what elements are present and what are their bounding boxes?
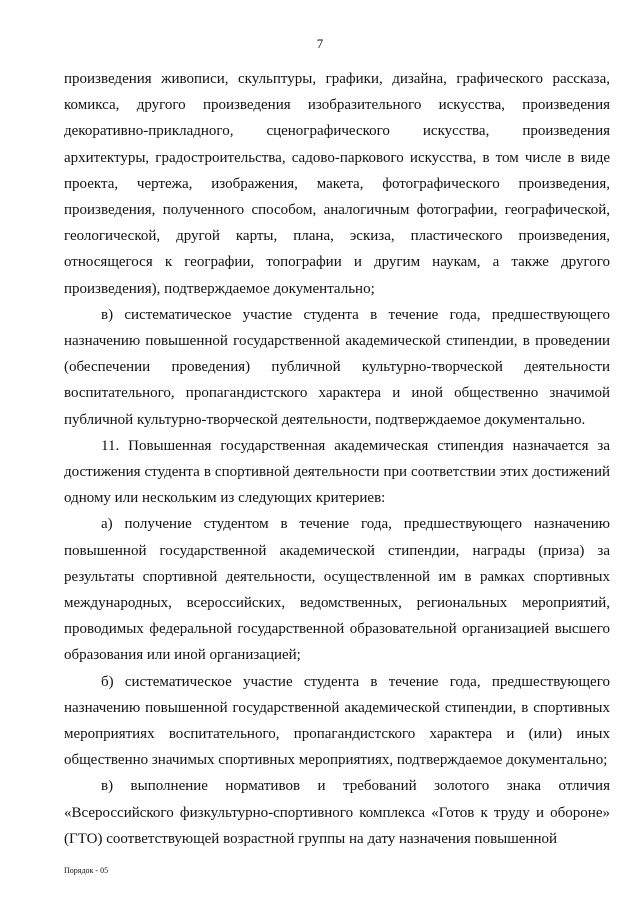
paragraph-continuation: произведения живописи, скульптуры, графики, дизайна, графического рассказа, комикса, другого произведения изобразительного искусства, произведения декоративно-прикладного, сценографического искусства, произведения архитектуры, градостроительства, садово-паркового искусства, в том числе в виде проекта, чертежа, изображения, макета, фотографического произведения, произведения, полученного способом, аналогичным фотографии, географической, геологической, другой карты, плана, эскиза, пластического произведения, относящегося к географии, топографии и другим наукам, а также другого произведения), подтверждаемое документально;	[64, 71, 610, 297]
paragraph-item-a-sport: а) получение студентом в течение года, предшествующего назначению повышенной государственной академической стипендии, награды (приза) за результаты спортивной деятельности, осуществленной им в рамках спортивных международных, всероссийских, ведомственных, региональных мероприятий, проводимых федеральной государственной образовательной организацией высшего образования или иной организацией;	[64, 516, 610, 664]
footer-label: Порядок - 05	[64, 866, 109, 875]
paragraph-clause-11: 11. Повышенная государственная академическая стипендия назначается за достижения студента в спортивной деятельности при соответствии этих достижений одному или нескольким из следующих критериев:	[64, 437, 610, 507]
page-number: 7	[316, 36, 324, 51]
paragraph-item-v-gto: в) выполнение нормативов и требований золотого знака отличия «Всероссийского физкультурно-спортивного комплекса «Готов к труду и обороне» (ГТО) соответствующей возрастной группы на дату назначения повышенной	[64, 778, 610, 847]
paragraph-item-v-culture: в) систематическое участие студента в течение года, предшествующего назначению повышенной государственной академической стипендии, в проведении (обеспечении проведения) публичной культурно-творческой деятельности воспитательного, пропагандистского характера и иной общественно значимой публичной культурно-творческой деятельности, подтверждаемое документально.	[64, 306, 610, 428]
document-body	[64, 66, 610, 852]
paragraph-item-b-sport: б) систематическое участие студента в течение года, предшествующего назначению повышенной государственной академической стипендии, в спортивных мероприятиях воспитательного, пропагандистского характера и (или) иных общественно значимых спортивных мероприятиях, подтверждаемое документально;	[64, 673, 610, 769]
